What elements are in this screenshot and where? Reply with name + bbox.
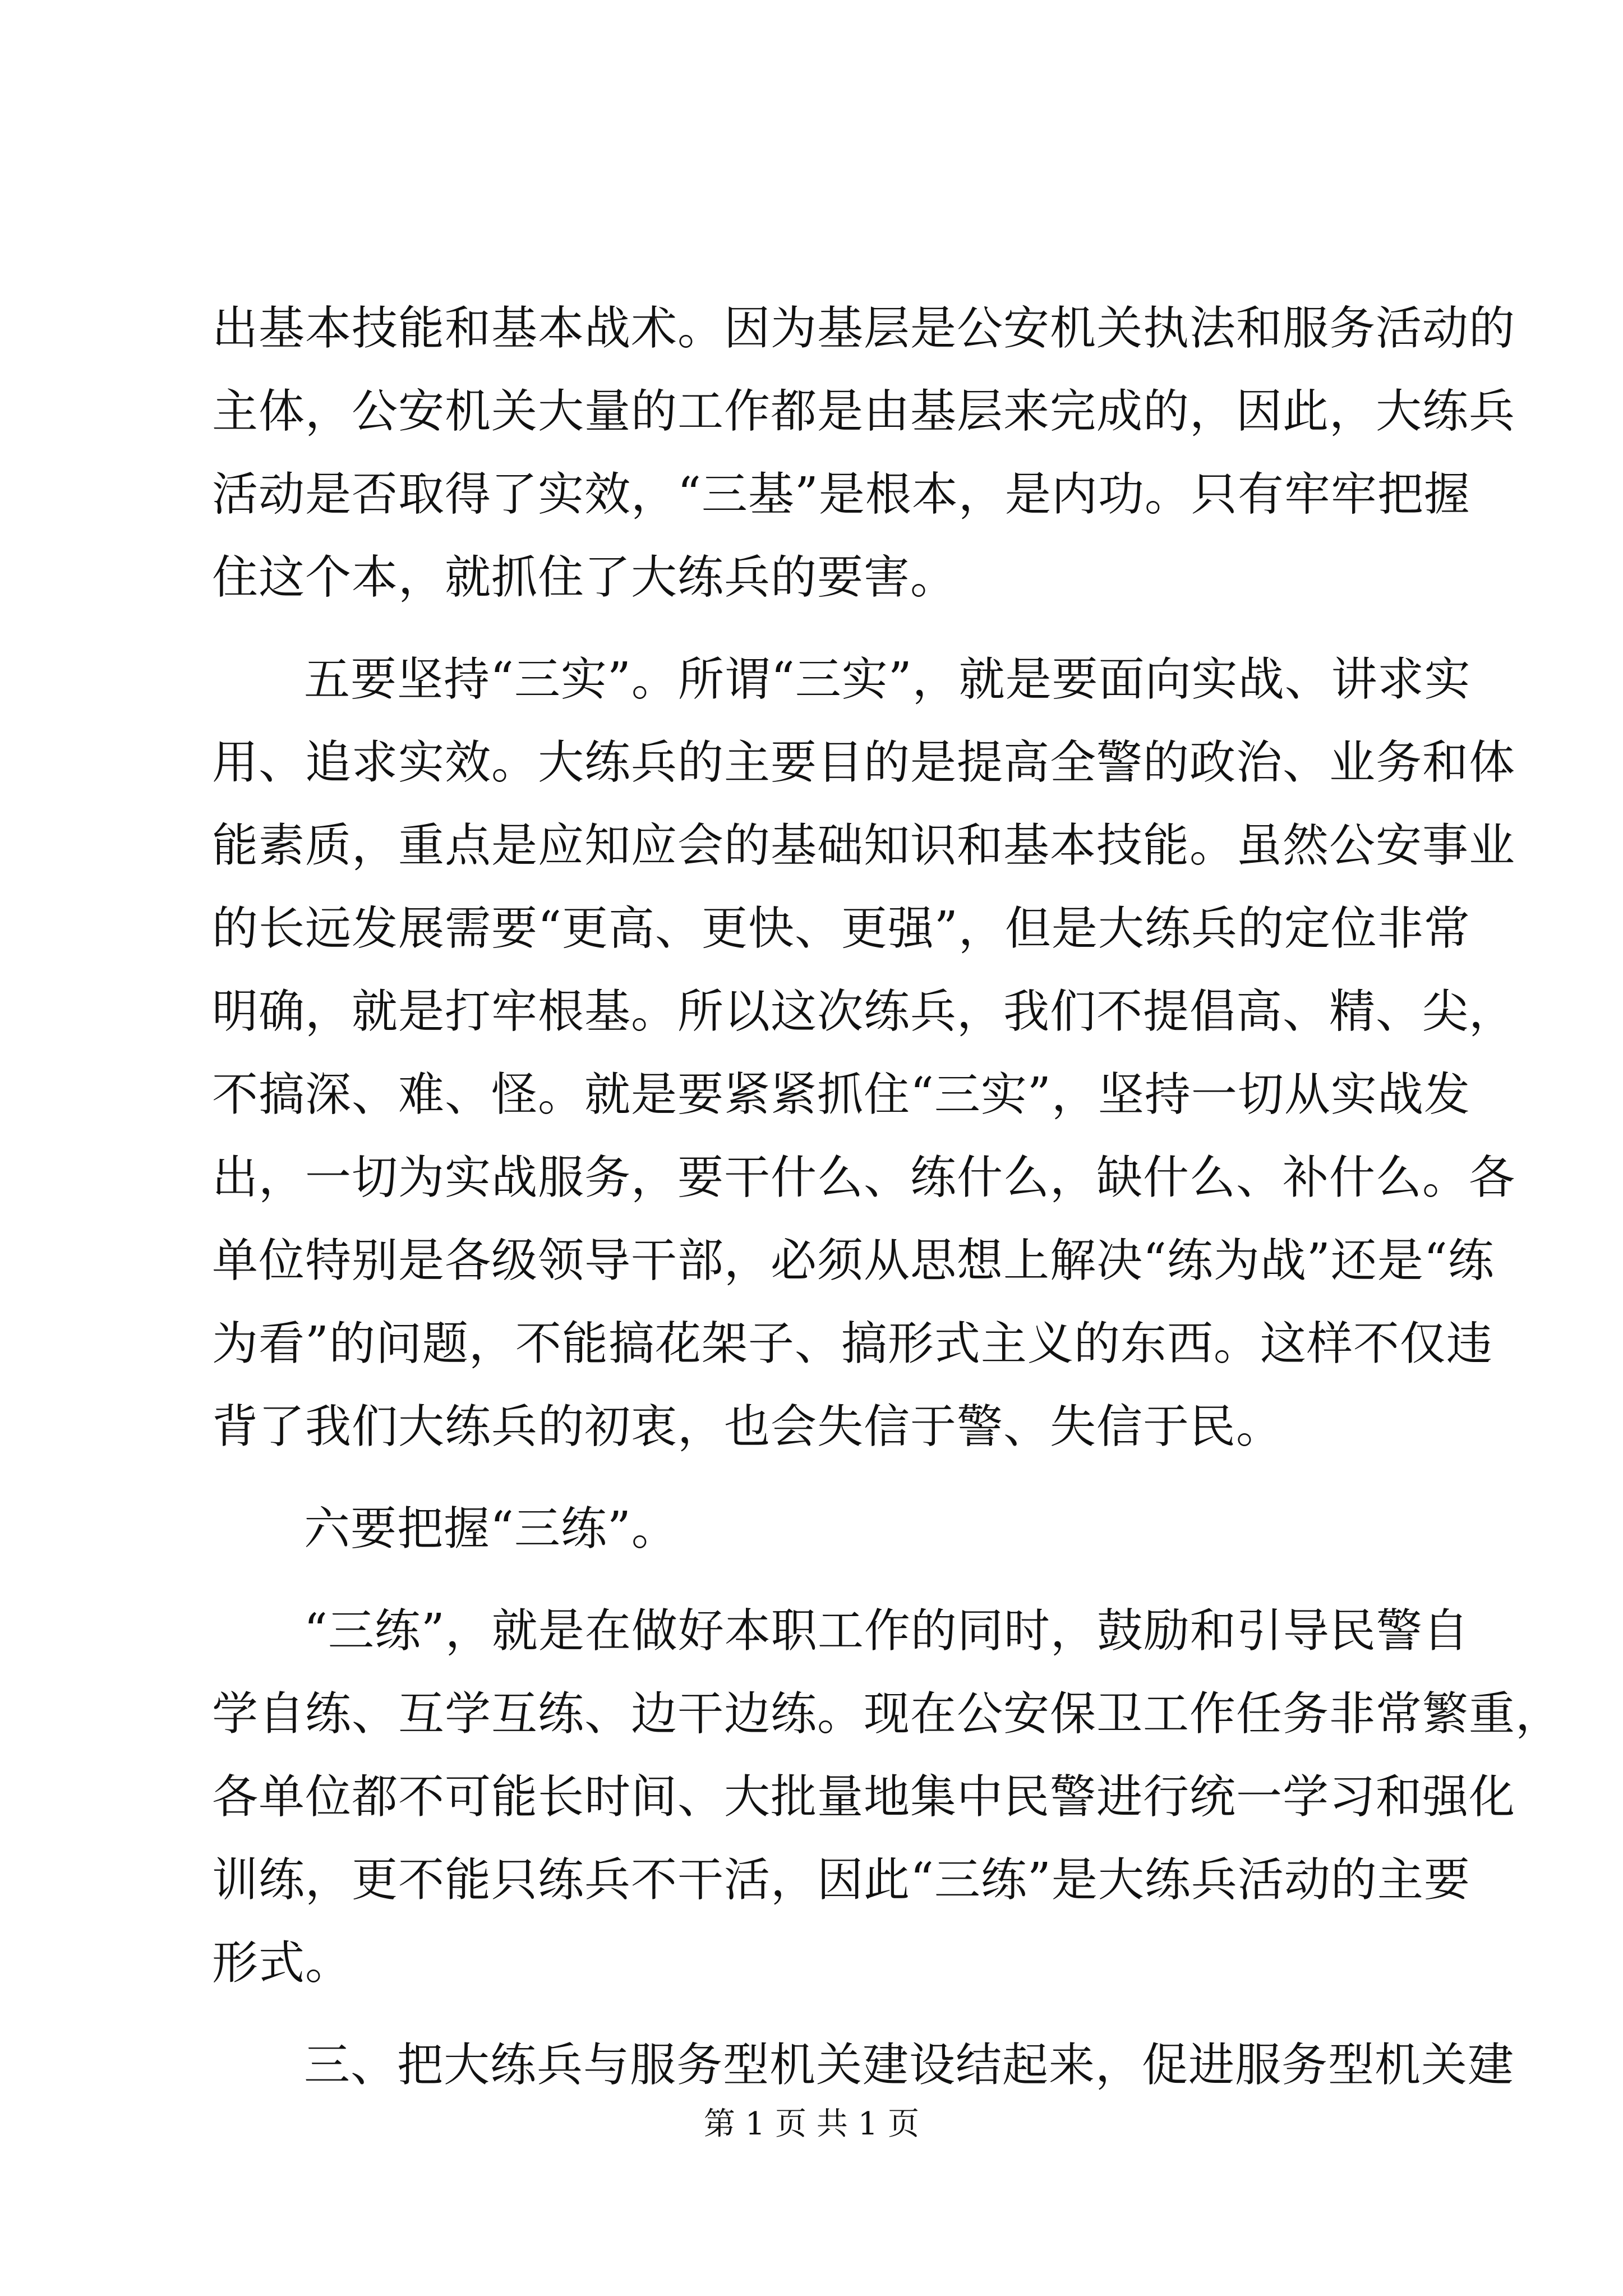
text-line: 出基本技能和基本战术。因为基层是公安机关执法和服务活动的	[212, 302, 1516, 355]
text-line: 用、追求实效。大练兵的主要目的是提高全警的政治、业务和体	[212, 736, 1516, 789]
body-text	[212, 287, 1562, 2107]
text-line: 学自练、互学互练、边干边练。现在公安保卫工作任务非常繁重，	[212, 1687, 1562, 1741]
page-footer: 第 1 页 共 1 页	[703, 2106, 920, 2142]
text-line: 六要把握“三练”。	[304, 1502, 678, 1556]
text-line: 背了我们大练兵的初衷，也会失信于警、失信于民。	[212, 1400, 1283, 1453]
text-line: 各单位都不可能长时间、大批量地集中民警进行统一学习和强化	[212, 1770, 1516, 1824]
text-line: 三、把大练兵与服务型机关建设结起来，促进服务型机关建	[304, 2039, 1515, 2092]
text-line: 为看”的问题，不能搞花架子、搞形式主义的东西。这样不仅违	[212, 1317, 1493, 1370]
text-line: 能素质，重点是应知应会的基础知识和基本技能。虽然公安事业	[212, 819, 1516, 872]
text-line: 主体，公安机关大量的工作都是由基层来完成的，因此，大练兵	[212, 385, 1516, 438]
text-line: 单位特别是各级领导干部，必须从思想上解决“练为战”还是“练	[212, 1234, 1495, 1287]
text-line: 明确，就是打牢根基。所以这次练兵，我们不提倡高、精、尖，	[212, 985, 1516, 1038]
text-line: “三练”，就是在做好本职工作的同时，鼓励和引导民警自	[304, 1604, 1469, 1658]
text-line: 不搞深、难、怪。就是要紧紧抓住“三实”，坚持一切从实战发	[212, 1068, 1470, 1121]
text-line: 五要坚持“三实”。所谓“三实”，就是要面向实战、讲求实	[304, 653, 1471, 706]
text-line: 住这个本，就抓住了大练兵的要害。	[212, 551, 957, 604]
text-line: 出，一切为实战服务，要干什么、练什么，缺什么、补什么。各	[212, 1151, 1516, 1204]
text-line: 形式。	[212, 1936, 352, 1990]
text-line: 活动是否取得了实效，“三基”是根本，是内功。只有牢牢把握	[212, 468, 1470, 521]
text-line: 的长远发展需要“更高、更快、更强”，但是大练兵的定位非常	[212, 902, 1470, 955]
text-line: 训练，更不能只练兵不干活，因此“三练”是大练兵活动的主要	[212, 1853, 1470, 1907]
